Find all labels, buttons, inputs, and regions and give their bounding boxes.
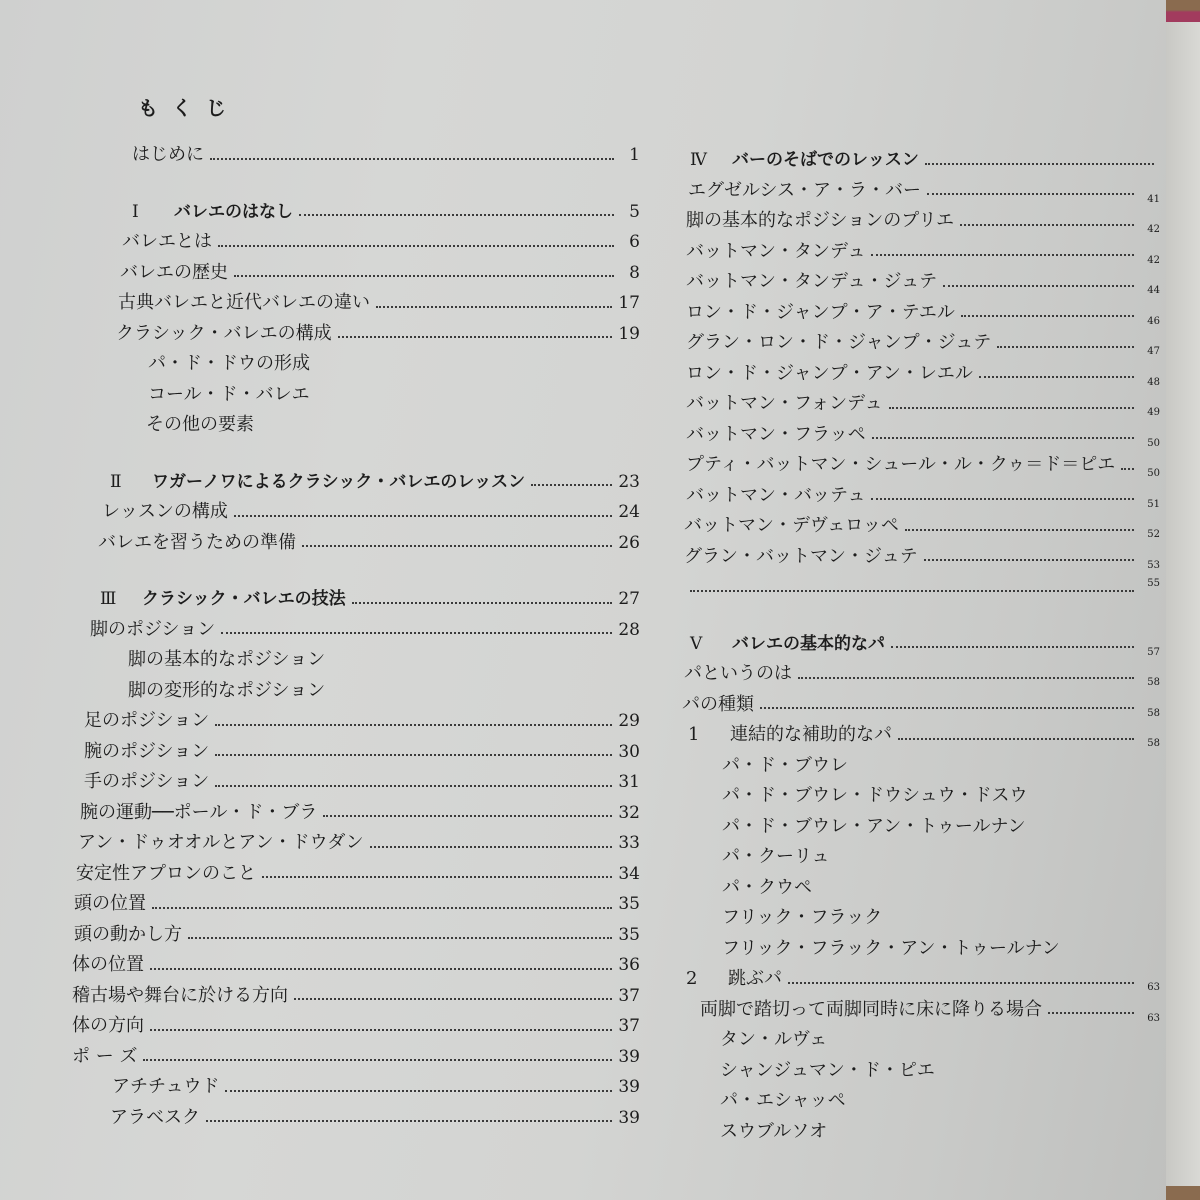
toc-entry-label: パ・ド・ブウレ・アン・トゥールナン [722, 815, 1026, 837]
book-cover-edge [1166, 0, 1200, 22]
toc-entry [70, 767, 640, 798]
page-number: 50 [1147, 468, 1160, 479]
page-number: 31 [618, 772, 640, 792]
toc-entry [680, 1086, 1160, 1117]
page-number: 34 [618, 863, 640, 884]
dot-leader [323, 814, 612, 817]
section-gap [680, 603, 1160, 629]
toc-entry-label: ワガーノワによるクラシック・バレエのレッスン [152, 471, 526, 492]
page-number: 33 [618, 833, 640, 853]
dot-leader [210, 157, 614, 160]
toc-entry [70, 706, 640, 737]
toc-entry [70, 950, 640, 981]
toc-entry-label: クラシック・バレエの構成 [116, 322, 332, 344]
toc-entry [680, 328, 1160, 359]
dot-leader [871, 497, 1134, 500]
toc-entry [70, 798, 640, 829]
dot-leader [924, 558, 1134, 561]
toc-entry [70, 737, 640, 768]
page-number: 46 [1147, 315, 1160, 327]
page-number: 58 [1147, 738, 1160, 749]
toc-chapter-heading [680, 145, 1160, 176]
dot-leader [961, 314, 1134, 317]
toc-entry [70, 1042, 640, 1073]
toc-entry-label: 安定性アプロンのこと [76, 862, 256, 884]
toc-entry-label: 脚の基本的なポジションのプリエ [686, 210, 955, 231]
toc-entry-label: コール・ド・バレエ [148, 383, 310, 405]
toc-entry-label: 体の方向 [72, 1015, 144, 1036]
toc-entry [680, 659, 1160, 690]
toc-entry-label: クラシック・バレエの技法 [142, 589, 346, 609]
page-number: 27 [618, 589, 640, 609]
toc-entry [680, 389, 1160, 420]
toc-entry-label: パというのは [684, 663, 792, 684]
toc-entry [680, 873, 1160, 904]
page-number: 55 [1147, 578, 1160, 589]
toc-entry [680, 267, 1160, 298]
toc-entry [70, 288, 640, 319]
toc-entry [680, 690, 1160, 721]
dot-leader [299, 213, 614, 216]
toc-entry [70, 676, 640, 707]
toc-entry [70, 828, 640, 859]
dot-leader [215, 753, 612, 756]
dot-leader [925, 162, 1154, 165]
page-number: 53 [1147, 559, 1160, 571]
chapter-numeral: Ⅲ [100, 589, 117, 609]
dot-leader [152, 906, 612, 909]
page-number: 35 [618, 894, 640, 914]
page-number: 50 [1147, 437, 1160, 449]
toc-entry-label: パ・クウペ [722, 876, 812, 898]
page-number: 49 [1147, 407, 1160, 418]
toc-entry-label: フリック・フラック [722, 907, 883, 928]
chapter-numeral: 1 [688, 724, 700, 745]
toc-entry-label: その他の要素 [146, 414, 254, 435]
dot-leader [1121, 467, 1134, 470]
toc-entry-label: 跳ぶパ [728, 968, 782, 989]
toc-entry [680, 298, 1160, 329]
page-number: 47 [1147, 346, 1160, 357]
toc-entry [680, 420, 1160, 451]
toc-entry-label: 古典バレエと近代バレエの違い [118, 292, 370, 313]
toc-entry-label: パ・クーリュ [722, 846, 830, 867]
toc-entry [680, 206, 1160, 237]
toc-entry-label: 頭の位置 [74, 893, 146, 914]
toc-entry [680, 176, 1160, 207]
page-number: 39 [618, 1046, 640, 1067]
section-gap [70, 171, 640, 197]
toc-entry-label: パ・エシャッペ [720, 1090, 846, 1111]
dot-leader [150, 967, 612, 970]
toc-entry [70, 258, 640, 289]
toc-entry-label: 脚のポジション [90, 618, 216, 640]
page-number: 19 [618, 323, 640, 344]
toc-entry [70, 859, 640, 890]
toc-entry [680, 964, 1160, 995]
toc-entry [70, 1011, 640, 1042]
page-number: 37 [618, 1016, 640, 1036]
page-number: 1 [629, 145, 640, 165]
toc-entry-label: ポ ー ズ [72, 1045, 138, 1067]
toc-entry-label: ロン・ド・ジャンプ・アン・レエル [686, 362, 973, 384]
toc-entry-label: パの種類 [682, 693, 754, 715]
toc-entry [680, 720, 1160, 751]
dot-leader [1048, 1011, 1134, 1014]
toc-entry [70, 645, 640, 676]
dot-leader [215, 784, 612, 787]
toc-entry [70, 140, 640, 171]
page-number: 8 [629, 262, 640, 283]
toc-entry-label: 頭の動かし方 [74, 923, 182, 945]
toc-entry [680, 1025, 1160, 1056]
toc-entry-label: グラン・バットマン・ジュテ [684, 545, 918, 567]
page-number: 26 [618, 532, 640, 553]
page-number: 32 [618, 802, 640, 823]
toc-entry-label: バットマン・フォンデュ [686, 393, 883, 414]
toc-entry [70, 1072, 640, 1103]
toc-entry-label: バレエの基本的なパ [732, 633, 885, 654]
page-number: 5 [629, 201, 640, 222]
toc-entry [70, 920, 640, 951]
page-number: 28 [618, 619, 640, 640]
toc-entry [680, 1117, 1160, 1148]
toc-entry-label: 手のポジション [84, 771, 210, 792]
dot-leader [979, 375, 1134, 378]
toc-entry [70, 528, 640, 559]
toc-entry-label: アン・ドゥオオルとアン・ドウダン [78, 832, 364, 853]
toc-entry-label: 脚の変形的なポジション [128, 679, 326, 701]
dot-leader [872, 436, 1134, 439]
toc-entry-label: はじめに [132, 144, 204, 165]
toc-entry-label: 両脚で踏切って両脚同時に床に降りる場合 [700, 998, 1042, 1020]
dot-leader [905, 528, 1134, 531]
toc-entry [70, 1103, 640, 1134]
page-title: もくじ [138, 96, 240, 120]
toc-entry-label: 脚の基本的なポジション [128, 649, 326, 670]
toc-chapter-heading [680, 629, 1160, 660]
dot-leader [221, 631, 612, 634]
dot-leader [690, 589, 1134, 592]
chapter-numeral: Ⅳ [690, 150, 707, 170]
toc-entry-label: バットマン・タンデュ [686, 240, 866, 262]
toc-entry [70, 889, 640, 920]
page-number: 39 [618, 1077, 640, 1097]
toc-entry [680, 542, 1160, 573]
dot-leader [760, 706, 1134, 709]
page-number: 23 [618, 471, 640, 492]
toc-entry-label: タン・ルヴェ [720, 1029, 828, 1050]
page-number: 35 [618, 924, 640, 945]
page-number: 42 [1147, 254, 1160, 266]
toc-entry-label: バレエとは [122, 231, 212, 252]
dot-leader [294, 997, 612, 1000]
toc-entry [70, 497, 640, 528]
page-edge [1166, 0, 1200, 1200]
toc-entry-label: アラベスク [110, 1106, 200, 1128]
chapter-numeral: 2 [686, 968, 698, 989]
toc-entry-label: パ・ド・ドウの形成 [148, 353, 310, 374]
chapter-numeral: Ⅰ [132, 201, 139, 222]
toc-entry-label: 体の位置 [72, 954, 144, 975]
page-number: 29 [618, 711, 640, 731]
toc-left-column [70, 140, 640, 1133]
dot-leader [234, 514, 613, 517]
toc-entry-label: バレエを習うための準備 [98, 531, 296, 553]
dot-leader [889, 406, 1134, 409]
dot-leader [376, 305, 612, 308]
toc-entry-label: スウブルソオ [720, 1120, 828, 1142]
dot-leader [206, 1119, 612, 1122]
toc-entry-label: シャンジュマン・ド・ピエ [720, 1059, 935, 1081]
page-number: 41 [1147, 193, 1160, 205]
toc-entry-label: ロン・ド・ジャンプ・ア・テエル [686, 301, 955, 323]
book-cover-edge-bottom [1166, 1186, 1200, 1200]
page-number: 24 [618, 502, 640, 522]
toc-entry [70, 380, 640, 411]
dot-leader [150, 1028, 612, 1031]
toc-chapter-heading [70, 197, 640, 228]
dot-leader [927, 192, 1134, 195]
toc-entry [680, 751, 1160, 782]
toc-entry-label: バットマン・デヴェロッペ [684, 515, 899, 536]
page-number: 42 [1147, 224, 1160, 235]
chapter-numeral: Ⅴ [690, 633, 703, 654]
toc-entry [70, 227, 640, 258]
toc-entry-label: 連結的な補助的なパ [730, 724, 892, 745]
section-gap [70, 441, 640, 467]
dot-leader [225, 1089, 612, 1092]
page-number: 39 [618, 1107, 640, 1128]
toc-entry [680, 572, 1160, 603]
toc-entry-label: パ・ド・ブウレ・ドウシュウ・ドスウ [722, 785, 1028, 806]
dot-leader [262, 875, 612, 878]
toc-entry-label: アチチュウド [112, 1076, 220, 1097]
toc-entry [680, 995, 1160, 1026]
dot-leader [188, 936, 612, 939]
toc-right-column [680, 145, 1160, 1147]
toc-entry [680, 237, 1160, 268]
dot-leader [302, 544, 612, 547]
page-number: 17 [618, 293, 640, 313]
dot-leader [798, 676, 1134, 679]
toc-entry-label: 稽古場や舞台に於ける方向 [72, 984, 288, 1006]
page-number: 58 [1147, 677, 1160, 688]
page-number: 63 [1147, 1012, 1160, 1024]
page-number: 37 [618, 985, 640, 1006]
toc-entry-label: バットマン・フラッペ [686, 423, 866, 445]
toc-entry-label: 足のポジション [84, 710, 210, 731]
dot-leader [788, 981, 1134, 984]
toc-entry-label: フリック・フラック・アン・トゥールナン [722, 937, 1060, 959]
toc-entry-label: バレエのはなし [174, 201, 293, 222]
toc-entry [680, 1056, 1160, 1087]
toc-chapter-heading [70, 584, 640, 615]
toc-entry [70, 410, 640, 441]
toc-entry [680, 511, 1160, 542]
toc-entry [680, 450, 1160, 481]
toc-entry [680, 934, 1160, 965]
page-number: 48 [1147, 376, 1160, 388]
toc-chapter-heading [70, 467, 640, 498]
dot-leader [234, 274, 614, 277]
page-number: 52 [1147, 529, 1160, 540]
page-number: 36 [618, 955, 640, 975]
toc-entry-label: バーのそばでのレッスン [732, 150, 919, 170]
toc-entry [680, 359, 1160, 390]
dot-leader [960, 223, 1134, 226]
toc-entry-label: エグゼルシス・ア・ラ・バー [688, 179, 922, 201]
dot-leader [143, 1058, 612, 1061]
chapter-numeral: Ⅱ [110, 471, 122, 492]
page-number: 63 [1147, 982, 1160, 993]
toc-entry [680, 481, 1160, 512]
toc-entry [680, 812, 1160, 843]
dot-leader [871, 253, 1134, 256]
toc-entry-label: 腕のポジション [84, 740, 210, 762]
toc-entry [680, 781, 1160, 812]
toc-entry-label: レッスンの構成 [102, 501, 228, 522]
toc-entry [70, 981, 640, 1012]
toc-entry [70, 349, 640, 380]
toc-entry [680, 842, 1160, 873]
dot-leader [215, 723, 612, 726]
dot-leader [997, 345, 1134, 348]
toc-entry-label: 腕の運動──ポール・ド・ブラ [80, 801, 318, 823]
dot-leader [898, 737, 1134, 740]
page-number: 58 [1147, 707, 1160, 719]
dot-leader [352, 601, 613, 604]
toc-entry [70, 319, 640, 350]
page-number: 57 [1147, 646, 1160, 658]
dot-leader [218, 244, 614, 247]
toc-entry-label: グラン・ロン・ド・ジャンプ・ジュテ [686, 332, 992, 353]
dot-leader [943, 284, 1134, 287]
toc-entry-label: バットマン・バッテュ [686, 484, 866, 506]
toc-entry-label: バットマン・タンデュ・ジュテ [686, 271, 938, 292]
dot-leader [891, 645, 1134, 648]
page-number: 44 [1147, 285, 1160, 296]
toc-entry-label: パ・ド・ブウレ [722, 754, 848, 776]
page-number: 6 [629, 232, 640, 252]
dot-leader [531, 483, 612, 486]
toc-entry-label: プティ・バットマン・シュール・ル・クゥ＝ド＝ピエ [686, 454, 1116, 475]
dot-leader [370, 845, 613, 848]
page-number: 30 [618, 741, 640, 762]
section-gap [70, 558, 640, 584]
page-number: 51 [1147, 498, 1160, 510]
dot-leader [338, 335, 613, 338]
toc-entry-label: バレエの歴史 [120, 261, 228, 283]
toc-entry [680, 903, 1160, 934]
toc-entry [70, 615, 640, 646]
